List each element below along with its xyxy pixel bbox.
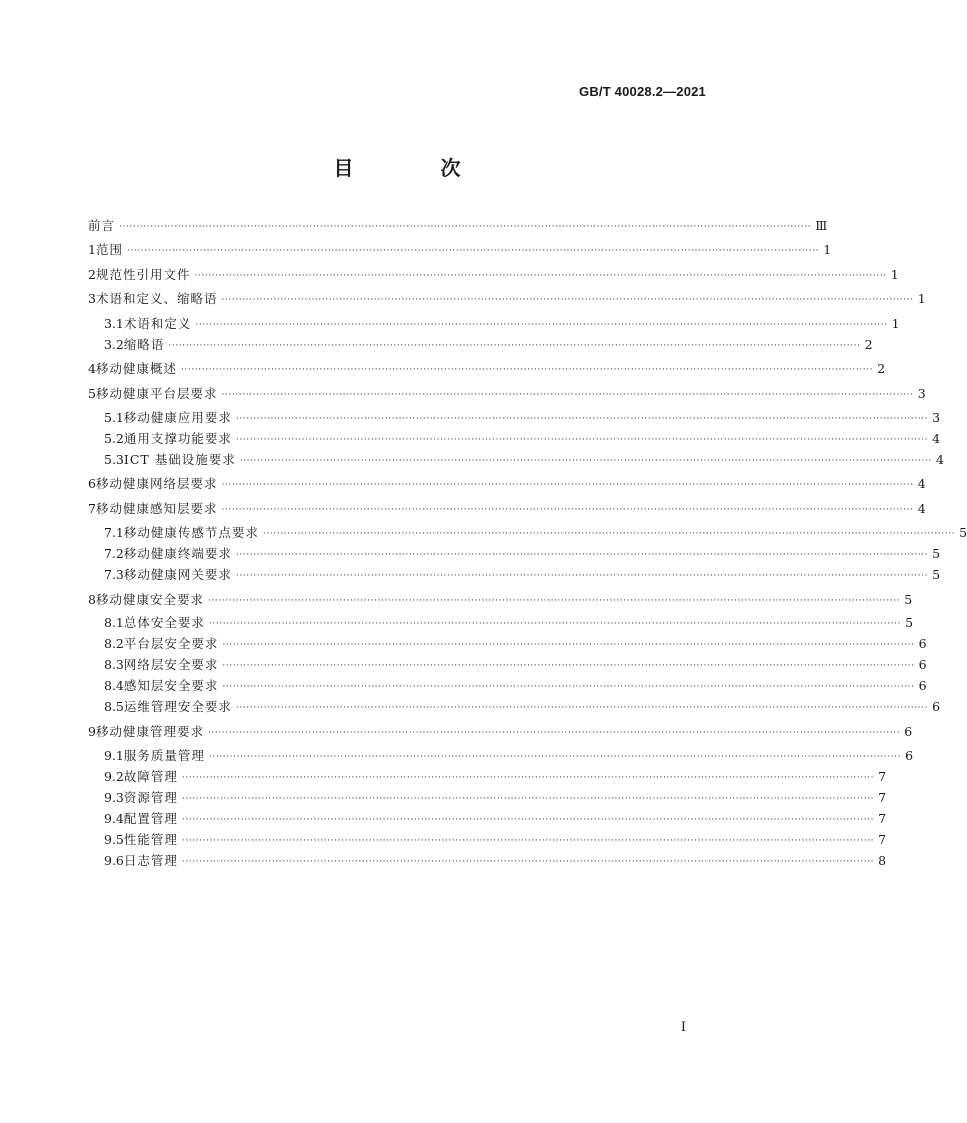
toc-entry-label: 移动健康平台层要求	[95, 386, 218, 401]
toc-leader-dots: ········································································································································································································	[221, 295, 914, 305]
toc-entry-number: 1	[88, 242, 96, 257]
toc-leader-dots: ········································································································································································································	[168, 341, 861, 351]
toc-entry[interactable]	[88, 384, 926, 404]
toc-entry-label: 配置管理	[123, 811, 178, 826]
toc-leader-dots: ········································································································································································································	[181, 773, 875, 783]
toc-entry-page: 5	[932, 546, 941, 561]
toc-leader-dots: ········································································································································································································	[222, 640, 915, 650]
toc-entry-number: 9	[88, 724, 96, 739]
toc-entry[interactable]	[88, 499, 926, 519]
toc-entry-page: 7	[878, 790, 887, 805]
toc-entry-label: 总体安全要求	[123, 615, 205, 630]
toc-entry-number: 8	[88, 592, 96, 607]
toc-entry-number: 4	[88, 361, 96, 376]
toc-entry-label: 资源管理	[123, 790, 178, 805]
toc-entry[interactable]	[104, 450, 944, 470]
toc-leader-dots: ········································································································································································································	[221, 505, 914, 515]
toc-entry-page: 3	[932, 410, 941, 425]
toc-entry-number: 7.3	[104, 567, 124, 582]
toc-entry-page: 1	[890, 267, 899, 282]
toc-entry-label: 移动健康网关要求	[123, 567, 232, 582]
toc-entry-label: 范围	[95, 242, 123, 257]
page-folio: I	[680, 1020, 686, 1035]
toc-entry-label: 前言	[88, 218, 116, 233]
toc-entry-page: 5	[932, 567, 941, 582]
toc-leader-dots: ········································································································································································································	[235, 414, 929, 424]
toc-entry-page: 5	[959, 525, 967, 540]
toc-entry[interactable]	[104, 767, 887, 787]
toc-entry-page: Ⅲ	[815, 218, 828, 233]
toc-entry-label: 服务质量管理	[123, 748, 205, 763]
toc-leader-dots: ········································································································································································································	[208, 752, 902, 762]
toc-entry[interactable]	[104, 335, 873, 355]
toc-entry-label: 通用支撑功能要求	[123, 431, 232, 446]
toc-leader-dots: ········································································································································································································	[180, 365, 874, 375]
toc-leader-dots: ········································································································································································································	[239, 456, 932, 466]
toc-entry-number: 6	[88, 476, 96, 491]
toc-entry-page: 6	[918, 678, 927, 693]
toc-entry[interactable]	[104, 429, 941, 449]
toc-entry-page: 1	[823, 242, 832, 257]
toc-leader-dots: ········································································································································································································	[119, 222, 812, 232]
toc-entry[interactable]	[104, 523, 967, 543]
toc-entry-number: 9.1	[104, 748, 124, 763]
toc-entry-number: 8.3	[104, 657, 124, 672]
toc-entry[interactable]	[104, 830, 887, 850]
toc-leader-dots: ········································································································································································································	[194, 271, 887, 281]
toc-entry-label: 移动健康终端要求	[123, 546, 232, 561]
toc-entry-label: 移动健康感知层要求	[95, 501, 218, 516]
toc-entry-page: 4	[932, 431, 941, 446]
toc-entry-label: 性能管理	[123, 832, 178, 847]
toc-entry-number: 9.5	[104, 832, 124, 847]
toc-title: 目 次	[333, 156, 501, 180]
toc-leader-dots: ········································································································································································································	[235, 703, 929, 713]
toc-entry-label: 术语和定义、缩略语	[95, 291, 218, 306]
toc-leader-dots: ········································································································································································································	[235, 435, 929, 445]
toc-leader-dots: ········································································································································································································	[235, 550, 929, 560]
toc-entry-number: 5	[88, 386, 96, 401]
toc-leader-dots: ········································································································································································································	[181, 857, 875, 867]
toc-entry[interactable]	[104, 676, 927, 696]
toc-entry-number: 3.2	[104, 337, 124, 352]
toc-entry[interactable]	[104, 788, 887, 808]
toc-entry-label: 移动健康概述	[95, 361, 177, 376]
toc-entry-number: 8.1	[104, 615, 124, 630]
toc-entry[interactable]	[104, 544, 941, 564]
toc-entry-page: 2	[864, 337, 873, 352]
toc-entry-label: 平台层安全要求	[123, 636, 219, 651]
toc-entry-label: 移动健康网络层要求	[95, 476, 218, 491]
toc-entry-label: 移动健康应用要求	[123, 410, 232, 425]
toc-entry[interactable]	[104, 408, 941, 428]
toc-entry-number: 7	[88, 501, 96, 516]
toc-entry-label: 移动健康管理要求	[95, 724, 204, 739]
toc-leader-dots: ········································································································································································································	[207, 596, 901, 606]
toc-leader-dots: ········································································································································································································	[181, 794, 875, 804]
toc-entry[interactable]	[104, 655, 927, 675]
toc-entry[interactable]	[104, 565, 941, 585]
toc-entry-page: 4	[935, 452, 944, 467]
toc-entry[interactable]	[88, 216, 828, 236]
toc-entry-page: 7	[878, 832, 887, 847]
toc-entry-label: ICT 基础设施要求	[123, 452, 236, 467]
toc-entry-label: 术语和定义	[123, 316, 192, 331]
toc-entry-number: 8.2	[104, 636, 124, 651]
toc-entry-page: 4	[917, 476, 926, 491]
toc-leader-dots: ········································································································································································································	[221, 390, 914, 400]
toc-entry-page: 7	[878, 811, 887, 826]
toc-entry-page: 6	[904, 724, 913, 739]
toc-leader-dots: ········································································································································································································	[181, 836, 875, 846]
toc-entry-label: 运维管理安全要求	[123, 699, 232, 714]
toc-leader-dots: ········································································································································································································	[208, 619, 902, 629]
toc-leader-dots: ········································································································································································································	[195, 320, 888, 330]
toc-entry[interactable]	[104, 746, 914, 766]
toc-entry[interactable]	[88, 265, 899, 285]
toc-entry-number: 8.4	[104, 678, 124, 693]
toc-entry-page: 6	[918, 636, 927, 651]
toc-entry[interactable]	[88, 722, 913, 742]
toc-entry-number: 5.2	[104, 431, 124, 446]
toc-entry[interactable]	[104, 314, 900, 334]
toc-leader-dots: ········································································································································································································	[181, 815, 875, 825]
toc-entry-number: 9.4	[104, 811, 124, 826]
toc-entry-page: 5	[904, 592, 913, 607]
toc-entry-number: 5.3	[104, 452, 124, 467]
toc-entry-page: 2	[877, 361, 886, 376]
toc-entry-page: 6	[932, 699, 941, 714]
toc-leader-dots: ········································································································································································································	[222, 682, 915, 692]
toc-entry[interactable]	[88, 240, 832, 260]
toc-entry-page: 7	[878, 769, 887, 784]
toc-entry[interactable]	[104, 613, 914, 633]
toc-leader-dots: ········································································································································································································	[262, 529, 956, 539]
toc-entry-page: 1	[891, 316, 900, 331]
toc-entry-label: 移动健康传感节点要求	[123, 525, 259, 540]
toc-entry-label: 感知层安全要求	[123, 678, 219, 693]
toc-leader-dots: ········································································································································································································	[207, 728, 901, 738]
toc-entry-number: 5.1	[104, 410, 124, 425]
toc-entry[interactable]	[88, 590, 913, 610]
toc-entry-number: 3.1	[104, 316, 124, 331]
toc-entry-page: 8	[878, 853, 887, 868]
toc-entry[interactable]	[104, 851, 887, 871]
toc-entry[interactable]	[104, 634, 927, 654]
toc-leader-dots: ········································································································································································································	[235, 571, 929, 581]
toc-entry-number: 7.1	[104, 525, 124, 540]
toc-entry-label: 规范性引用文件	[95, 267, 191, 282]
toc-entry-label: 网络层安全要求	[123, 657, 219, 672]
toc-entry-number: 8.5	[104, 699, 124, 714]
toc-entry-page: 5	[905, 615, 914, 630]
toc-entry-label: 故障管理	[123, 769, 178, 784]
toc-entry-page: 1	[917, 291, 926, 306]
toc-entry-number: 9.6	[104, 853, 124, 868]
standard-number: GB/T 40028.2—2021	[579, 84, 706, 99]
toc-entry-page: 6	[905, 748, 914, 763]
toc-entry[interactable]	[88, 474, 926, 494]
toc-entry-label: 移动健康安全要求	[95, 592, 204, 607]
toc-entry-number: 7.2	[104, 546, 124, 561]
toc-entry-label: 缩略语	[123, 337, 165, 352]
toc-entry-number: 3	[88, 291, 96, 306]
toc-entry-page: 4	[917, 501, 926, 516]
toc-entry-page: 3	[917, 386, 926, 401]
toc-leader-dots: ········································································································································································································	[222, 661, 915, 671]
toc-entry-page: 6	[918, 657, 927, 672]
toc-leader-dots: ········································································································································································································	[221, 480, 914, 490]
toc-leader-dots: ········································································································································································································	[126, 246, 820, 256]
toc-entry[interactable]	[88, 289, 926, 309]
toc-entry-label: 日志管理	[123, 853, 178, 868]
toc-entry-number: 9.3	[104, 790, 124, 805]
toc-entry[interactable]	[88, 359, 886, 379]
toc-entry[interactable]	[104, 697, 941, 717]
toc-entry-number: 2	[88, 267, 96, 282]
toc-entry[interactable]	[104, 809, 887, 829]
toc-entry-number: 9.2	[104, 769, 124, 784]
